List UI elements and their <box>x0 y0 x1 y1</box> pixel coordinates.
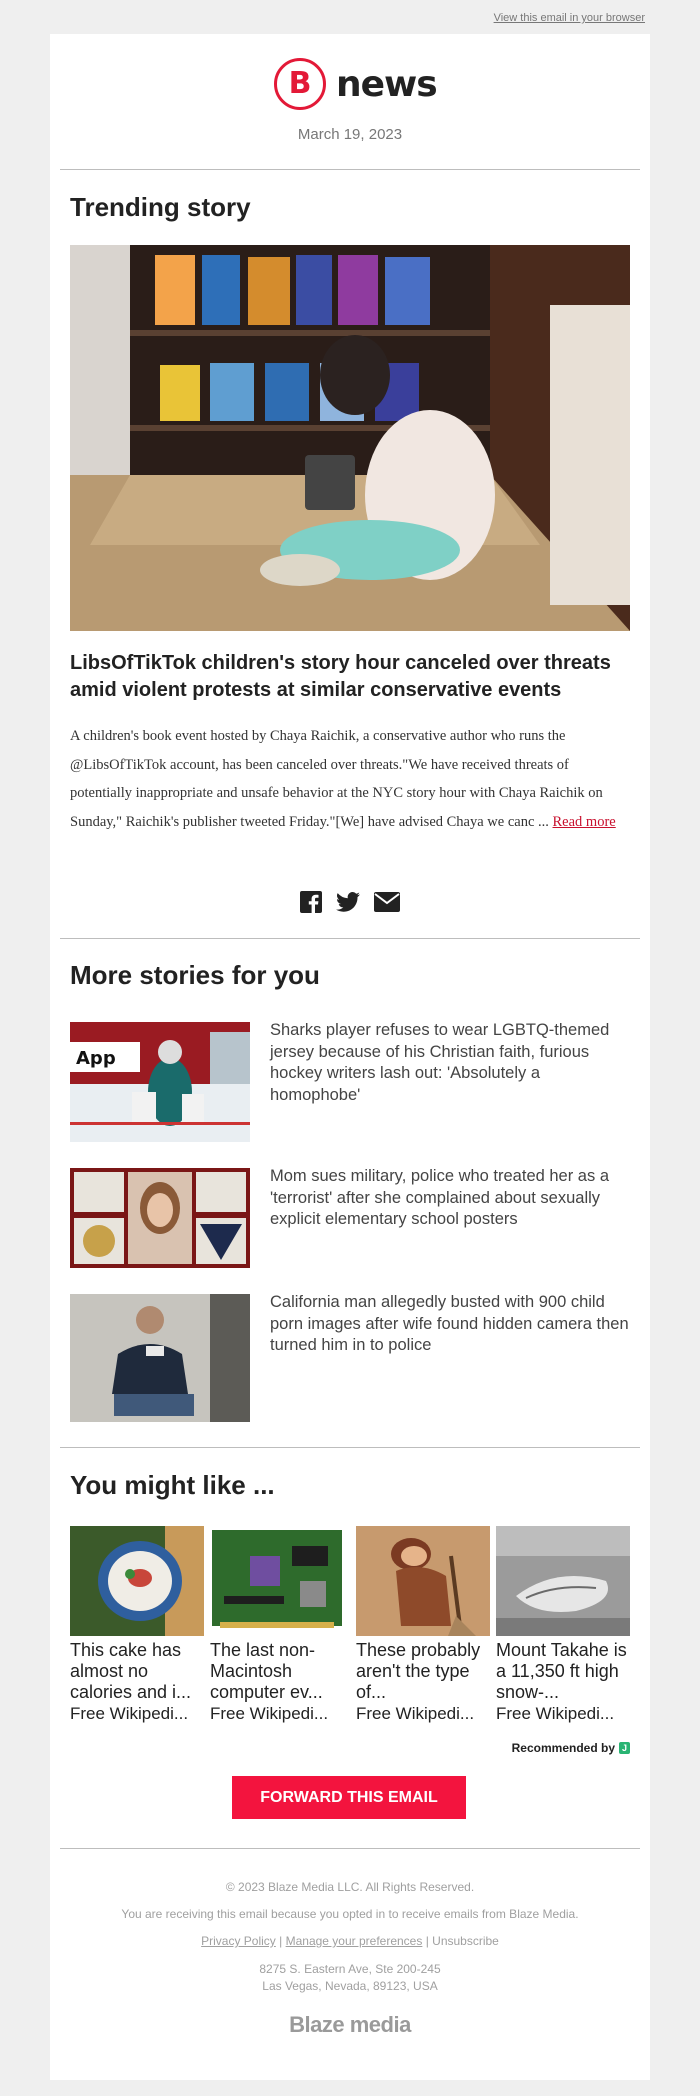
forward-email-button[interactable]: FORWARD THIS EMAIL <box>232 1776 466 1819</box>
jeeng-logo-icon: J <box>619 1742 630 1754</box>
recommendation-card[interactable] <box>210 1526 344 1724</box>
facebook-icon[interactable] <box>300 891 322 913</box>
recommendation-source: Free Wikipedi... <box>496 1704 615 1723</box>
recommendation-source: Free Wikipedi... <box>70 1704 189 1723</box>
recommendation-card[interactable] <box>70 1526 204 1724</box>
manage-preferences-link[interactable]: Manage your preferences <box>285 1934 423 1948</box>
story-item[interactable] <box>70 1294 630 1422</box>
story-item[interactable] <box>70 1168 630 1288</box>
story-item[interactable] <box>70 1022 630 1142</box>
share-bar <box>300 889 400 915</box>
blaze-media-logo[interactable]: Blaze media <box>289 2012 411 2037</box>
top-bar <box>0 0 700 34</box>
recommendation-image[interactable] <box>496 1526 630 1636</box>
story-thumbnail[interactable] <box>70 1022 250 1142</box>
recommendation-title[interactable]: This cake has almost no calories and i... <box>70 1640 192 1702</box>
recommendation-source: Free Wikipedi... <box>356 1704 475 1723</box>
recommendation-title[interactable]: The last non-Macintosh computer ev... <box>210 1640 323 1702</box>
recommended-by[interactable]: Recommended by J <box>512 1741 630 1755</box>
recommendation-image[interactable] <box>70 1526 204 1636</box>
twitter-icon[interactable] <box>336 892 360 912</box>
brand-name: news <box>336 63 437 105</box>
story-title[interactable]: Sharks player refuses to wear LGBTQ-themed jersey because of his Christian faith, furious hockey writers lash out: 'Absolutely a homophobe' <box>270 1021 610 1104</box>
recommendation-title[interactable]: These probably aren't the type of... <box>356 1640 481 1702</box>
more-stories-heading: More stories for you <box>70 960 320 990</box>
logo[interactable] <box>274 56 437 112</box>
recommendation-card[interactable] <box>496 1526 630 1724</box>
email-card <box>50 34 650 2080</box>
story-title[interactable]: California man allegedly busted with 900 child porn images after wife found hidden camera then turned him in to police <box>270 1293 629 1354</box>
divider <box>60 938 640 939</box>
divider <box>60 1848 640 1849</box>
divider <box>60 169 640 170</box>
view-in-browser-link[interactable]: View this email in your browser <box>493 12 645 24</box>
you-might-like-heading: You might like ... <box>70 1470 275 1500</box>
trending-excerpt: A children's book event hosted by Chaya Raichik, a conservative author who runs the @LibsOfTikTok account, has been canceled over threats."We have received threats of potentially inappropriate and unsafe behavior at the NYC story hour with Chaya Raichik on Sunday," Raichik's publisher tweeted Friday."[We] have advised Chaya we canc ... Read more <box>70 728 616 830</box>
footer-address-line2: Las Vegas, Nevada, 89123, USA <box>262 1979 438 1993</box>
email-icon[interactable] <box>374 892 400 912</box>
story-thumbnail[interactable] <box>70 1294 250 1422</box>
svg-text:App: App <box>76 1048 116 1069</box>
divider <box>60 1447 640 1448</box>
blaze-logo-icon: B <box>274 58 326 110</box>
story-title[interactable]: Mom sues military, police who treated her as a 'terrorist' after she complained about sexually explicit elementary school posters <box>270 1167 609 1228</box>
recommendation-image[interactable] <box>356 1526 490 1636</box>
footer-reason: You are receiving this email because you opted in to receive emails from Blaze Media. <box>121 1907 579 1921</box>
issue-date: March 19, 2023 <box>297 126 403 143</box>
footer-address-line1: 8275 S. Eastern Ave, Ste 200-245 <box>259 1962 441 1976</box>
unsubscribe-link[interactable]: Unsubscribe <box>432 1934 499 1948</box>
read-more-link[interactable]: Read more <box>552 813 616 830</box>
story-thumbnail[interactable] <box>70 1168 250 1288</box>
footer-copyright: © 2023 Blaze Media LLC. All Rights Reserved. <box>225 1880 475 1894</box>
recommendation-card[interactable] <box>356 1526 490 1724</box>
privacy-policy-link[interactable]: Privacy Policy <box>201 1934 276 1948</box>
trending-story-image[interactable] <box>70 245 630 631</box>
recommendation-source: Free Wikipedi... <box>210 1704 329 1723</box>
footer-links: Privacy Policy | Manage your preferences | Unsubscribe <box>201 1934 499 1948</box>
trending-heading: Trending story <box>70 192 251 222</box>
trending-headline[interactable]: LibsOfTikTok children's story hour canceled over threats amid violent protests at similar conservative events <box>70 652 611 701</box>
recommendation-image[interactable] <box>210 1526 344 1636</box>
recommendation-title[interactable]: Mount Takahe is a 11,350 ft high snow-... <box>496 1640 627 1702</box>
